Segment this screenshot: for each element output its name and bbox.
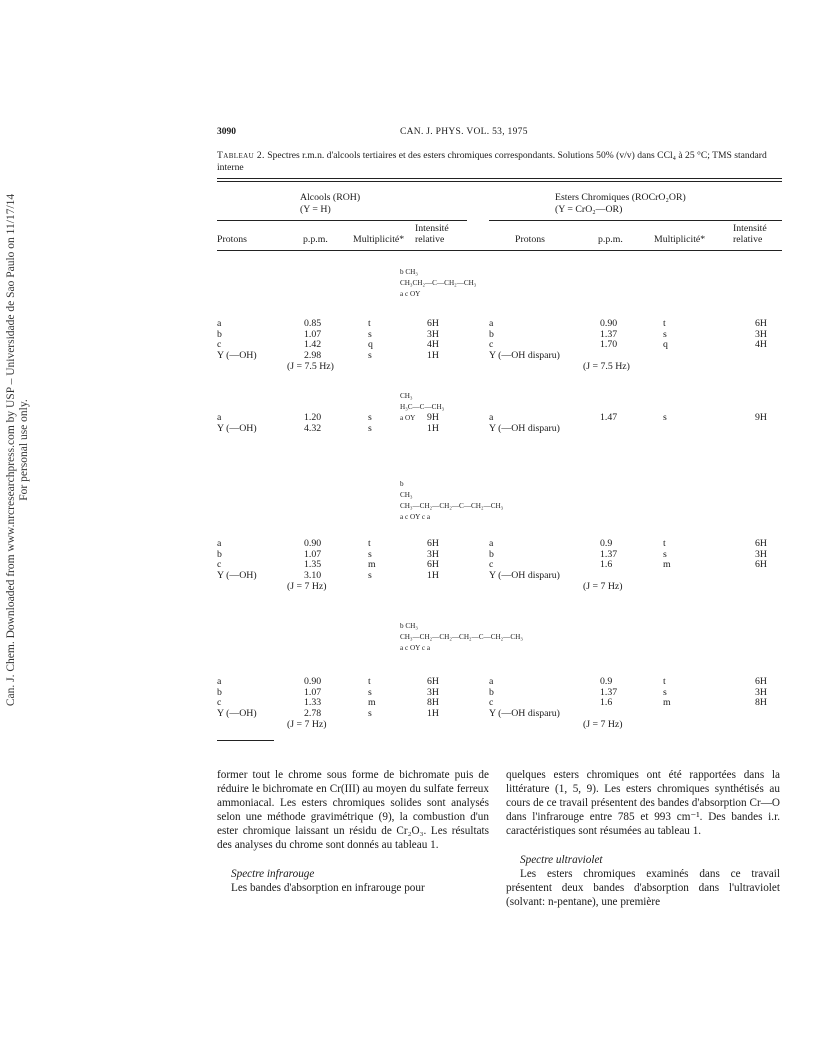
table-cell: 6H [427,538,439,549]
table-cell: b [489,686,494,698]
table-cell: b [489,548,494,560]
table-cell: 3H [427,548,439,560]
coupling-left: (J = 7 Hz) [287,718,327,730]
table-cell: 1H [427,708,439,720]
table-cell: b [217,328,222,340]
table-cell: s [368,328,372,340]
structure-line: a c OY c a [400,644,431,652]
table-cell: 1.70 [600,339,618,351]
structure-line: CH₃—CH₂—CH₂—C—CH₂—CH₃ [400,502,504,510]
table-cell: 1.47 [600,412,618,423]
group-rule-right [489,220,782,221]
table-cell: 0.90 [600,318,618,329]
table-cell: b [489,328,494,340]
group-rule-left [217,220,467,221]
table-cell: 9H [427,412,439,423]
table-cell: Y (—OH) [217,350,257,362]
table-header-rule [217,250,782,251]
table-cell: 3H [755,686,767,698]
download-notice [5,170,31,730]
table-cell: 1H [427,422,439,434]
right-column [506,768,780,909]
table-cell: Y (—OH) [217,422,257,434]
table-cell: Y (—OH disparu) [489,570,560,582]
table-cell: s [368,570,372,582]
table-cell: m [663,559,671,571]
table-cell: 3H [755,548,767,560]
table-cell: s [663,328,667,340]
table-cell: 1H [427,570,439,582]
structure-line: b CH₃ [400,268,418,276]
table-cell: 1.42 [304,339,322,351]
coupling-right: (J = 7 Hz) [583,580,623,592]
table-cell: q [663,339,668,351]
table-cell: 8H [755,697,767,709]
col-ppm-left: p.p.m. [303,234,328,245]
table-cell: 4.32 [304,422,322,434]
table-cell: a [217,318,222,329]
right-paragraph-1: quelques esters chromiques ont été rapportées dans la littérature (1, 5, 9). Les esters chromiques synthétisés au cours de ce travail présentent des bandes d'absorption Cr—O dans l'infrarouge entre 785 et 993 cm⁻¹. Des bandes i.r. caractéristiques sont résumées au tableau 1. [506,769,780,837]
table-cell: 6H [755,676,767,687]
table-cell: a [217,676,222,687]
table-cell: t [368,538,371,549]
structure-line: b [400,480,404,488]
table-cell: 1.33 [304,697,322,709]
table-cell: Y (—OH disparu) [489,350,560,362]
table-cell: t [663,318,666,329]
table-cell: 3.10 [304,570,322,582]
col-int2-left: relative [415,234,445,245]
col-protons-right: Protons [515,234,545,245]
structure-line: a c OY [400,290,421,298]
download-notice-line2: For personal use only. [18,399,30,501]
col-protons-left: Protons [217,234,247,245]
table-cell: t [368,676,371,687]
table-cell: b [217,686,222,698]
table-cell: 6H [427,559,439,571]
table-cell: s [368,422,372,434]
col-int2-right: relative [733,234,763,245]
left-paragraph-2: Les bandes d'absorption en infrarouge pour [231,882,425,894]
table-cell: 6H [755,559,767,571]
table-cell: 3H [427,328,439,340]
table-cell: Y (—OH disparu) [489,422,560,434]
table-cell: b [217,548,222,560]
table-cell: 6H [427,676,439,687]
page-number: 3090 [217,127,236,137]
table-cell: 1.37 [600,686,618,698]
table-cell: c [489,339,494,351]
table-cell: a [489,412,494,423]
running-header: CAN. J. PHYS. VOL. 53, 1975 [400,127,528,137]
structure-line: a c OY c a [400,513,431,521]
col-mult-right: Multiplicité* [654,234,706,245]
col-int1-left: Intensité [415,223,449,234]
table-caption [217,150,787,174]
col-int1-right: Intensité [733,223,767,234]
table-cell: 1.07 [304,548,322,560]
table-cell: s [663,412,667,423]
table-cell: s [368,412,372,423]
coupling-right: (J = 7.5 Hz) [583,360,630,372]
table-cell: a [489,676,494,687]
structure-line: CH₃ [400,491,413,499]
caption-text: Spectres r.m.n. d'alcools tertiaires et des esters chromiques correspondants. Solutions 50% (v/v) dans CCl₄ à 25 °C; TMS standard interne [217,150,767,173]
table-cell: s [368,686,372,698]
table-cell: t [368,318,371,329]
table-cell: m [663,697,671,709]
table-cell: m [368,697,376,709]
table-cell: 4H [427,339,439,351]
table-cell: t [663,538,666,549]
table-cell: 6H [427,318,439,329]
table-bottom-rule [217,740,274,741]
download-notice-line1: Can. J. Chem. Downloaded from www.nrcresearchpress.com by USP – Universidade de Sao Paulo on 11/17/14 [5,193,17,707]
table-cell: s [368,548,372,560]
table-cell: 2.98 [304,350,322,362]
table-cell: a [217,412,222,423]
coupling-left: (J = 7.5 Hz) [287,360,334,372]
table-cell: 1.6 [600,697,613,709]
table-cell: 0.90 [304,538,322,549]
table-cell: 2.78 [304,708,322,720]
table-cell: Y (—OH) [217,570,257,582]
table-cell: 6H [755,318,767,329]
table-cell: 0.90 [304,676,322,687]
table-cell: 0.9 [600,676,613,687]
left-column [217,768,489,895]
table-cell: 1.37 [600,328,618,340]
right-paragraph-2: Les esters chromiques examinés dans ce travail présentent deux bandes d'absorption dans l'ultraviolet (solvant: n-pentane), une première [506,868,780,908]
table-cell: c [217,697,222,709]
left-heading: Spectre infrarouge [231,868,315,880]
col-ppm-right: p.p.m. [598,234,623,245]
structure-line: CH₃CH₂—C—CH₂—CH₃ [400,279,477,287]
table-cell: 0.85 [304,318,322,329]
table-cell: s [663,548,667,560]
table-cell: 1.35 [304,559,322,571]
left-paragraph-1: former tout le chrome sous forme de bichromate puis de réduire le bichromate en Cr(III) au moyen du sulfate ferreux ammoniacal. Les esters chromiques solides sont analysés selon une méthode gravimétrique (9), la combustion d'un ester chromique laissant un résidu de Cr₂O₃. Les résultats des analyses du chrome sont donnés au tableau 1. [217,769,489,851]
table-cell: t [663,676,666,687]
coupling-right: (J = 7 Hz) [583,718,623,730]
group-alcohols: Alcools (ROH) [300,192,361,203]
group-alcohols-sub: (Y = H) [300,204,331,215]
table-cell: 0.9 [600,538,613,549]
caption-label: Tableau 2. [217,150,265,161]
table-cell: a [489,538,494,549]
table-cell: 1.07 [304,328,322,340]
table-cell: c [217,339,222,351]
table-cell: c [217,559,222,571]
table-top-rule [217,178,782,179]
structure-line: CH₃—CH₂—CH₂—CH₂—C—CH₂—CH₃ [400,633,523,641]
coupling-left: (J = 7 Hz) [287,580,327,592]
table-cell: c [489,559,494,571]
structure-line: b CH₃ [400,622,418,630]
table-cell: 9H [755,412,767,423]
col-mult-left: Multiplicité* [353,234,405,245]
structure-line: a OY [400,414,416,422]
table-cell: 1.37 [600,548,618,560]
table-cell: s [663,686,667,698]
structure-line: H₃C—C—CH₃ [400,403,445,411]
table-cell: a [217,538,222,549]
table-cell: 8H [427,697,439,709]
table-cell: Y (—OH) [217,708,257,720]
structure-line: CH₃ [400,392,413,400]
table-cell: s [368,708,372,720]
table-cell: m [368,559,376,571]
table-cell: 1H [427,350,439,362]
table-cell: 1.20 [304,412,322,423]
table-cell: a [489,318,494,329]
table-cell: 4H [755,339,767,351]
group-esters: Esters Chromiques (ROCrO₂OR) [555,192,686,203]
right-heading: Spectre ultraviolet [520,854,603,866]
table-cell: 3H [427,686,439,698]
table-cell: Y (—OH disparu) [489,708,560,720]
table-cell: 6H [755,538,767,549]
table-cell: q [368,339,373,351]
table-cell: s [368,350,372,362]
group-esters-sub: (Y = CrO₂—OR) [555,204,623,215]
table-top-rule-2 [217,181,782,182]
table-cell: 3H [755,328,767,340]
table-cell: c [489,697,494,709]
table-cell: 1.07 [304,686,322,698]
table-cell: 1.6 [600,559,613,571]
